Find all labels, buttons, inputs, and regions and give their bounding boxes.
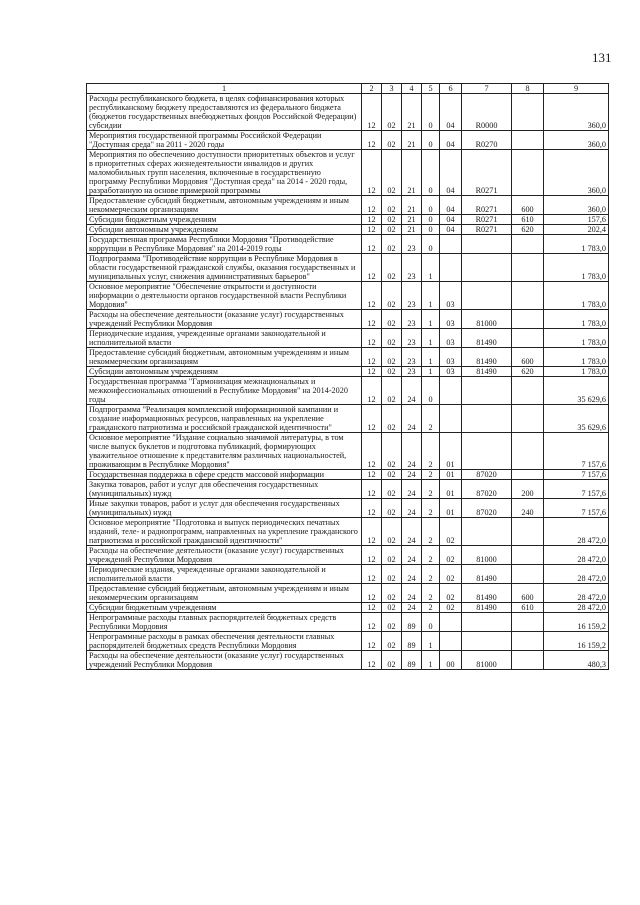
- row-name-cell: Основное мероприятие "Обеспечение открытости и доступности информации о деятельности органов государственной власти Республики Мордовия": [87, 282, 362, 310]
- code-cell-c8: 610: [512, 215, 544, 225]
- amount-cell: 7 157,6: [544, 480, 609, 499]
- code-cell-c2: 12: [362, 470, 382, 480]
- code-cell-c6: 04: [440, 131, 462, 150]
- table-row: [87, 613, 609, 632]
- code-cell-c3: 02: [382, 150, 402, 196]
- row-name-cell: Государственная программа Республики Мордовия "Противодействие коррупции в Республике Мордовия" на 2014-2019 годы: [87, 235, 362, 254]
- code-cell-c8: [512, 235, 544, 254]
- code-cell-c8: [512, 651, 544, 670]
- code-cell-c6: 03: [440, 348, 462, 367]
- code-cell-c6: 04: [440, 225, 462, 235]
- code-cell-c8: 620: [512, 367, 544, 377]
- code-cell-c4: 24: [402, 405, 422, 433]
- code-cell-c6: [440, 377, 462, 405]
- budget-table: [86, 83, 609, 670]
- amount-cell: 1 783,0: [544, 254, 609, 282]
- table-row: [87, 225, 609, 235]
- code-cell-c2: 12: [362, 310, 382, 329]
- code-cell-c5: 2: [422, 470, 440, 480]
- code-cell-c7: R0271: [462, 150, 512, 196]
- code-cell-c4: 24: [402, 377, 422, 405]
- amount-cell: 28 472,0: [544, 603, 609, 613]
- code-cell-c5: 1: [422, 348, 440, 367]
- code-cell-c8: [512, 632, 544, 651]
- code-cell-c6: 01: [440, 470, 462, 480]
- row-name-cell: Периодические издания, учрежденные органами законодательной и исполнительной власти: [87, 565, 362, 584]
- code-cell-c4: 24: [402, 480, 422, 499]
- code-cell-c5: 2: [422, 546, 440, 565]
- code-cell-c6: 03: [440, 329, 462, 348]
- code-cell-c3: 02: [382, 131, 402, 150]
- row-name-cell: Основное мероприятие "Издание социально значимой литературы, в том числе выпуск буклетов и подготовка публикаций, формирующих уважительное отношение к представителям различных национальностей, проживающим в Республике Мордовия": [87, 433, 362, 470]
- row-name-cell: Периодические издания, учрежденные органами законодательной и исполнительной власти: [87, 329, 362, 348]
- code-cell-c3: 02: [382, 367, 402, 377]
- column-header: 1: [87, 84, 362, 94]
- table-row: [87, 131, 609, 150]
- code-cell-c3: 02: [382, 546, 402, 565]
- table-row: [87, 94, 609, 131]
- code-cell-c7: 81490: [462, 367, 512, 377]
- amount-cell: 1 783,0: [544, 348, 609, 367]
- code-cell-c4: 23: [402, 254, 422, 282]
- code-cell-c8: [512, 433, 544, 470]
- code-cell-c4: 24: [402, 470, 422, 480]
- code-cell-c5: 0: [422, 131, 440, 150]
- code-cell-c2: 12: [362, 546, 382, 565]
- code-cell-c3: 02: [382, 651, 402, 670]
- code-cell-c3: 02: [382, 470, 402, 480]
- amount-cell: 1 783,0: [544, 282, 609, 310]
- code-cell-c4: 21: [402, 94, 422, 131]
- code-cell-c7: [462, 613, 512, 632]
- code-cell-c7: 87020: [462, 470, 512, 480]
- table-row: [87, 632, 609, 651]
- code-cell-c7: [462, 377, 512, 405]
- amount-cell: 157,6: [544, 215, 609, 225]
- table-row: [87, 518, 609, 546]
- amount-cell: 35 629,6: [544, 405, 609, 433]
- amount-cell: 360,0: [544, 196, 609, 215]
- amount-cell: 1 783,0: [544, 310, 609, 329]
- code-cell-c7: [462, 405, 512, 433]
- row-name-cell: Субсидии бюджетным учреждениям: [87, 215, 362, 225]
- amount-cell: 360,0: [544, 131, 609, 150]
- code-cell-c4: 21: [402, 150, 422, 196]
- amount-cell: 480,3: [544, 651, 609, 670]
- code-cell-c4: 21: [402, 131, 422, 150]
- table-row: [87, 310, 609, 329]
- amount-cell: 7 157,6: [544, 499, 609, 518]
- code-cell-c6: 01: [440, 433, 462, 470]
- table-row: [87, 603, 609, 613]
- code-cell-c8: [512, 405, 544, 433]
- code-cell-c3: 02: [382, 235, 402, 254]
- code-cell-c4: 21: [402, 225, 422, 235]
- code-cell-c2: 12: [362, 150, 382, 196]
- amount-cell: 35 629,6: [544, 377, 609, 405]
- code-cell-c2: 12: [362, 254, 382, 282]
- code-cell-c7: 81490: [462, 329, 512, 348]
- code-cell-c4: 89: [402, 632, 422, 651]
- amount-cell: 7 157,6: [544, 470, 609, 480]
- code-cell-c6: 01: [440, 499, 462, 518]
- table-row: [87, 480, 609, 499]
- code-cell-c3: 02: [382, 613, 402, 632]
- code-cell-c5: 0: [422, 94, 440, 131]
- code-cell-c8: 610: [512, 603, 544, 613]
- row-name-cell: Государственная поддержка в сфере средств массовой информации: [87, 470, 362, 480]
- row-name-cell: Субсидии автономным учреждениям: [87, 225, 362, 235]
- column-header: 7: [462, 84, 512, 94]
- code-cell-c5: 2: [422, 518, 440, 546]
- code-cell-c5: 1: [422, 329, 440, 348]
- code-cell-c2: 12: [362, 405, 382, 433]
- row-name-cell: Мероприятия по обеспечению доступности приоритетных объектов и услуг в приоритетных сферах жизнедеятельности инвалидов и других маломобильных групп населения, включенные в государственную программу Республики Мордовия "Доступная среда" на 2014 - 2020 годы, разработанную на основе примерной программы: [87, 150, 362, 196]
- table-row: [87, 150, 609, 196]
- code-cell-c4: 24: [402, 546, 422, 565]
- table-row: [87, 377, 609, 405]
- row-name-cell: Предоставление субсидий бюджетным, автономным учреждениям и иным некоммерческим организациям: [87, 584, 362, 603]
- code-cell-c2: 12: [362, 651, 382, 670]
- code-cell-c7: [462, 433, 512, 470]
- row-name-cell: Основное мероприятие "Подготовка и выпуск периодических печатных изданий, теле- и радиопрограмм, направленных на укрепление гражданского патриотизма и российской гражданской идентичности": [87, 518, 362, 546]
- amount-cell: 16 159,2: [544, 632, 609, 651]
- code-cell-c8: [512, 131, 544, 150]
- code-cell-c6: [440, 235, 462, 254]
- code-cell-c2: 12: [362, 480, 382, 499]
- code-cell-c5: 2: [422, 405, 440, 433]
- code-cell-c3: 02: [382, 518, 402, 546]
- code-cell-c4: 21: [402, 196, 422, 215]
- code-cell-c2: 12: [362, 518, 382, 546]
- table-row: [87, 215, 609, 225]
- code-cell-c5: 0: [422, 225, 440, 235]
- code-cell-c5: 0: [422, 150, 440, 196]
- amount-cell: 202,4: [544, 225, 609, 235]
- code-cell-c6: [440, 254, 462, 282]
- code-cell-c5: 0: [422, 235, 440, 254]
- code-cell-c4: 21: [402, 215, 422, 225]
- row-name-cell: Непрограммные расходы в рамках обеспечения деятельности главных распорядителей бюджетных средств Республики Мордовия: [87, 632, 362, 651]
- code-cell-c6: 03: [440, 367, 462, 377]
- code-cell-c7: [462, 254, 512, 282]
- code-cell-c8: 600: [512, 348, 544, 367]
- code-cell-c3: 02: [382, 565, 402, 584]
- column-header: 3: [382, 84, 402, 94]
- row-name-cell: Субсидии бюджетным учреждениям: [87, 603, 362, 613]
- code-cell-c7: [462, 235, 512, 254]
- code-cell-c8: [512, 150, 544, 196]
- code-cell-c2: 12: [362, 632, 382, 651]
- code-cell-c5: 1: [422, 632, 440, 651]
- code-cell-c7: 81000: [462, 651, 512, 670]
- code-cell-c6: 02: [440, 584, 462, 603]
- column-header: 8: [512, 84, 544, 94]
- code-cell-c2: 12: [362, 348, 382, 367]
- table-row: [87, 584, 609, 603]
- code-cell-c3: 02: [382, 603, 402, 613]
- code-cell-c6: [440, 613, 462, 632]
- code-cell-c8: [512, 329, 544, 348]
- code-cell-c5: 2: [422, 499, 440, 518]
- table-row: [87, 499, 609, 518]
- code-cell-c2: 12: [362, 377, 382, 405]
- row-name-cell: Расходы на обеспечение деятельности (оказание услуг) государственных учреждений Республики Мордовия: [87, 546, 362, 565]
- column-header: 9: [544, 84, 609, 94]
- table-row: [87, 348, 609, 367]
- code-cell-c4: 24: [402, 518, 422, 546]
- code-cell-c3: 02: [382, 196, 402, 215]
- code-cell-c6: [440, 405, 462, 433]
- code-cell-c4: 23: [402, 310, 422, 329]
- code-cell-c6: 02: [440, 518, 462, 546]
- code-cell-c7: 87020: [462, 480, 512, 499]
- code-cell-c6: 02: [440, 546, 462, 565]
- code-cell-c3: 02: [382, 405, 402, 433]
- code-cell-c4: 23: [402, 348, 422, 367]
- code-cell-c5: 1: [422, 367, 440, 377]
- code-cell-c2: 12: [362, 131, 382, 150]
- table-row: [87, 196, 609, 215]
- table-row: [87, 329, 609, 348]
- code-cell-c7: [462, 518, 512, 546]
- code-cell-c7: [462, 632, 512, 651]
- code-cell-c7: 81490: [462, 565, 512, 584]
- code-cell-c6: [440, 632, 462, 651]
- code-cell-c4: 24: [402, 499, 422, 518]
- code-cell-c3: 02: [382, 584, 402, 603]
- code-cell-c4: 89: [402, 651, 422, 670]
- code-cell-c6: 00: [440, 651, 462, 670]
- code-cell-c3: 02: [382, 282, 402, 310]
- row-name-cell: Подпрограмма "Реализация комплексной информационной кампании и создание информационных ресурсов, направленных на укрепление гражданского патриотизма и российской гражданской идентичности": [87, 405, 362, 433]
- amount-cell: 28 472,0: [544, 565, 609, 584]
- code-cell-c6: 04: [440, 215, 462, 225]
- code-cell-c5: 2: [422, 584, 440, 603]
- code-cell-c4: 24: [402, 584, 422, 603]
- code-cell-c8: 620: [512, 225, 544, 235]
- code-cell-c8: [512, 518, 544, 546]
- code-cell-c2: 12: [362, 329, 382, 348]
- table-row: [87, 565, 609, 584]
- code-cell-c8: [512, 377, 544, 405]
- code-cell-c7: R0270: [462, 131, 512, 150]
- page-number: 131: [592, 50, 612, 65]
- table-row: [87, 282, 609, 310]
- code-cell-c5: 0: [422, 215, 440, 225]
- code-cell-c7: [462, 282, 512, 310]
- code-cell-c4: 23: [402, 282, 422, 310]
- code-cell-c2: 12: [362, 433, 382, 470]
- code-cell-c7: R0000: [462, 94, 512, 131]
- code-cell-c6: 04: [440, 196, 462, 215]
- code-cell-c6: 02: [440, 603, 462, 613]
- row-name-cell: Непрограммные расходы главных распорядителей бюджетных средств Республики Мордовия: [87, 613, 362, 632]
- code-cell-c4: 24: [402, 433, 422, 470]
- code-cell-c2: 12: [362, 225, 382, 235]
- code-cell-c3: 02: [382, 329, 402, 348]
- column-header: 5: [422, 84, 440, 94]
- code-cell-c3: 02: [382, 632, 402, 651]
- code-cell-c3: 02: [382, 94, 402, 131]
- code-cell-c2: 12: [362, 94, 382, 131]
- row-name-cell: Предоставление субсидий бюджетным, автономным учреждениям и иным некоммерческим организациям: [87, 348, 362, 367]
- code-cell-c8: [512, 254, 544, 282]
- code-cell-c8: [512, 565, 544, 584]
- code-cell-c2: 12: [362, 499, 382, 518]
- code-cell-c4: 89: [402, 613, 422, 632]
- table-row: [87, 651, 609, 670]
- code-cell-c5: 0: [422, 613, 440, 632]
- code-cell-c7: R0271: [462, 196, 512, 215]
- code-cell-c5: 1: [422, 310, 440, 329]
- code-cell-c8: 600: [512, 584, 544, 603]
- code-cell-c8: [512, 94, 544, 131]
- code-cell-c3: 02: [382, 499, 402, 518]
- code-cell-c2: 12: [362, 565, 382, 584]
- amount-cell: 28 472,0: [544, 518, 609, 546]
- row-name-cell: Предоставление субсидий бюджетным, автономным учреждениям и иным некоммерческим организациям: [87, 196, 362, 215]
- code-cell-c8: [512, 470, 544, 480]
- code-cell-c6: 01: [440, 480, 462, 499]
- row-name-cell: Иные закупки товаров, работ и услуг для обеспечения государственных (муниципальных) нужд: [87, 499, 362, 518]
- code-cell-c2: 12: [362, 215, 382, 225]
- code-cell-c5: 0: [422, 196, 440, 215]
- code-cell-c3: 02: [382, 225, 402, 235]
- table-row: [87, 235, 609, 254]
- code-cell-c7: 81000: [462, 546, 512, 565]
- code-cell-c4: 23: [402, 235, 422, 254]
- code-cell-c8: 200: [512, 480, 544, 499]
- code-cell-c8: [512, 613, 544, 632]
- code-cell-c5: 1: [422, 282, 440, 310]
- amount-cell: 360,0: [544, 94, 609, 131]
- code-cell-c4: 23: [402, 329, 422, 348]
- amount-cell: 28 472,0: [544, 584, 609, 603]
- code-cell-c3: 02: [382, 254, 402, 282]
- code-cell-c3: 02: [382, 348, 402, 367]
- code-cell-c7: R0271: [462, 215, 512, 225]
- code-cell-c2: 12: [362, 603, 382, 613]
- code-cell-c5: 1: [422, 651, 440, 670]
- code-cell-c5: 2: [422, 603, 440, 613]
- code-cell-c6: 04: [440, 150, 462, 196]
- row-name-cell: Государственная программа "Гармонизация межнациональных и межконфессиональных отношений в Республике Мордовия" на 2014-2020 годы: [87, 377, 362, 405]
- code-cell-c6: 03: [440, 282, 462, 310]
- code-cell-c3: 02: [382, 310, 402, 329]
- code-cell-c3: 02: [382, 377, 402, 405]
- code-cell-c4: 24: [402, 565, 422, 584]
- code-cell-c6: 04: [440, 94, 462, 131]
- code-cell-c7: R0271: [462, 225, 512, 235]
- code-cell-c5: 2: [422, 565, 440, 584]
- code-cell-c6: 02: [440, 565, 462, 584]
- code-cell-c2: 12: [362, 367, 382, 377]
- amount-cell: 1 783,0: [544, 235, 609, 254]
- column-header: 2: [362, 84, 382, 94]
- code-cell-c7: 81490: [462, 603, 512, 613]
- row-name-cell: Расходы на обеспечение деятельности (оказание услуг) государственных учреждений Республики Мордовия: [87, 310, 362, 329]
- code-cell-c8: 240: [512, 499, 544, 518]
- row-name-cell: Расходы на обеспечение деятельности (оказание услуг) государственных учреждений Республики Мордовия: [87, 651, 362, 670]
- code-cell-c8: [512, 546, 544, 565]
- row-name-cell: Подпрограмма "Противодействие коррупции в Республике Мордовия в области государственной гражданской службы, оказания государственных и муниципальных услуг, снижения административных барьеров": [87, 254, 362, 282]
- table-row: [87, 546, 609, 565]
- amount-cell: 360,0: [544, 150, 609, 196]
- code-cell-c2: 12: [362, 235, 382, 254]
- table-row: [87, 470, 609, 480]
- code-cell-c2: 12: [362, 584, 382, 603]
- amount-cell: 16 159,2: [544, 613, 609, 632]
- table-row: [87, 367, 609, 377]
- code-cell-c4: 24: [402, 603, 422, 613]
- code-cell-c8: [512, 282, 544, 310]
- amount-cell: 7 157,6: [544, 433, 609, 470]
- table-row: [87, 254, 609, 282]
- code-cell-c7: 87020: [462, 499, 512, 518]
- column-header: 6: [440, 84, 462, 94]
- code-cell-c5: 2: [422, 433, 440, 470]
- code-cell-c8: 600: [512, 196, 544, 215]
- code-cell-c4: 23: [402, 367, 422, 377]
- code-cell-c5: 0: [422, 377, 440, 405]
- table-row: [87, 405, 609, 433]
- row-name-cell: Расходы республиканского бюджета, в целях софинансирования которых республиканскому бюджету предоставляются из федерального бюджета (бюджетов государственных внебюджетных фондов Российской Федерации) субсидии: [87, 94, 362, 131]
- code-cell-c5: 2: [422, 480, 440, 499]
- amount-cell: 1 783,0: [544, 329, 609, 348]
- code-cell-c3: 02: [382, 433, 402, 470]
- row-name-cell: Закупка товаров, работ и услуг для обеспечения государственных (муниципальных) нужд: [87, 480, 362, 499]
- code-cell-c7: 81490: [462, 584, 512, 603]
- code-cell-c2: 12: [362, 613, 382, 632]
- code-cell-c2: 12: [362, 282, 382, 310]
- code-cell-c3: 02: [382, 480, 402, 499]
- code-cell-c6: 03: [440, 310, 462, 329]
- code-cell-c7: 81000: [462, 310, 512, 329]
- row-name-cell: Субсидии автономным учреждениям: [87, 367, 362, 377]
- code-cell-c8: [512, 310, 544, 329]
- column-header: 4: [402, 84, 422, 94]
- row-name-cell: Мероприятия государственной программы Российской Федерации "Доступная среда" на 2011 - 2020 годы: [87, 131, 362, 150]
- amount-cell: 1 783,0: [544, 367, 609, 377]
- code-cell-c7: 81490: [462, 348, 512, 367]
- table-row: [87, 433, 609, 470]
- table-header-row: [87, 84, 609, 94]
- code-cell-c2: 12: [362, 196, 382, 215]
- code-cell-c5: 1: [422, 254, 440, 282]
- amount-cell: 28 472,0: [544, 546, 609, 565]
- code-cell-c3: 02: [382, 215, 402, 225]
